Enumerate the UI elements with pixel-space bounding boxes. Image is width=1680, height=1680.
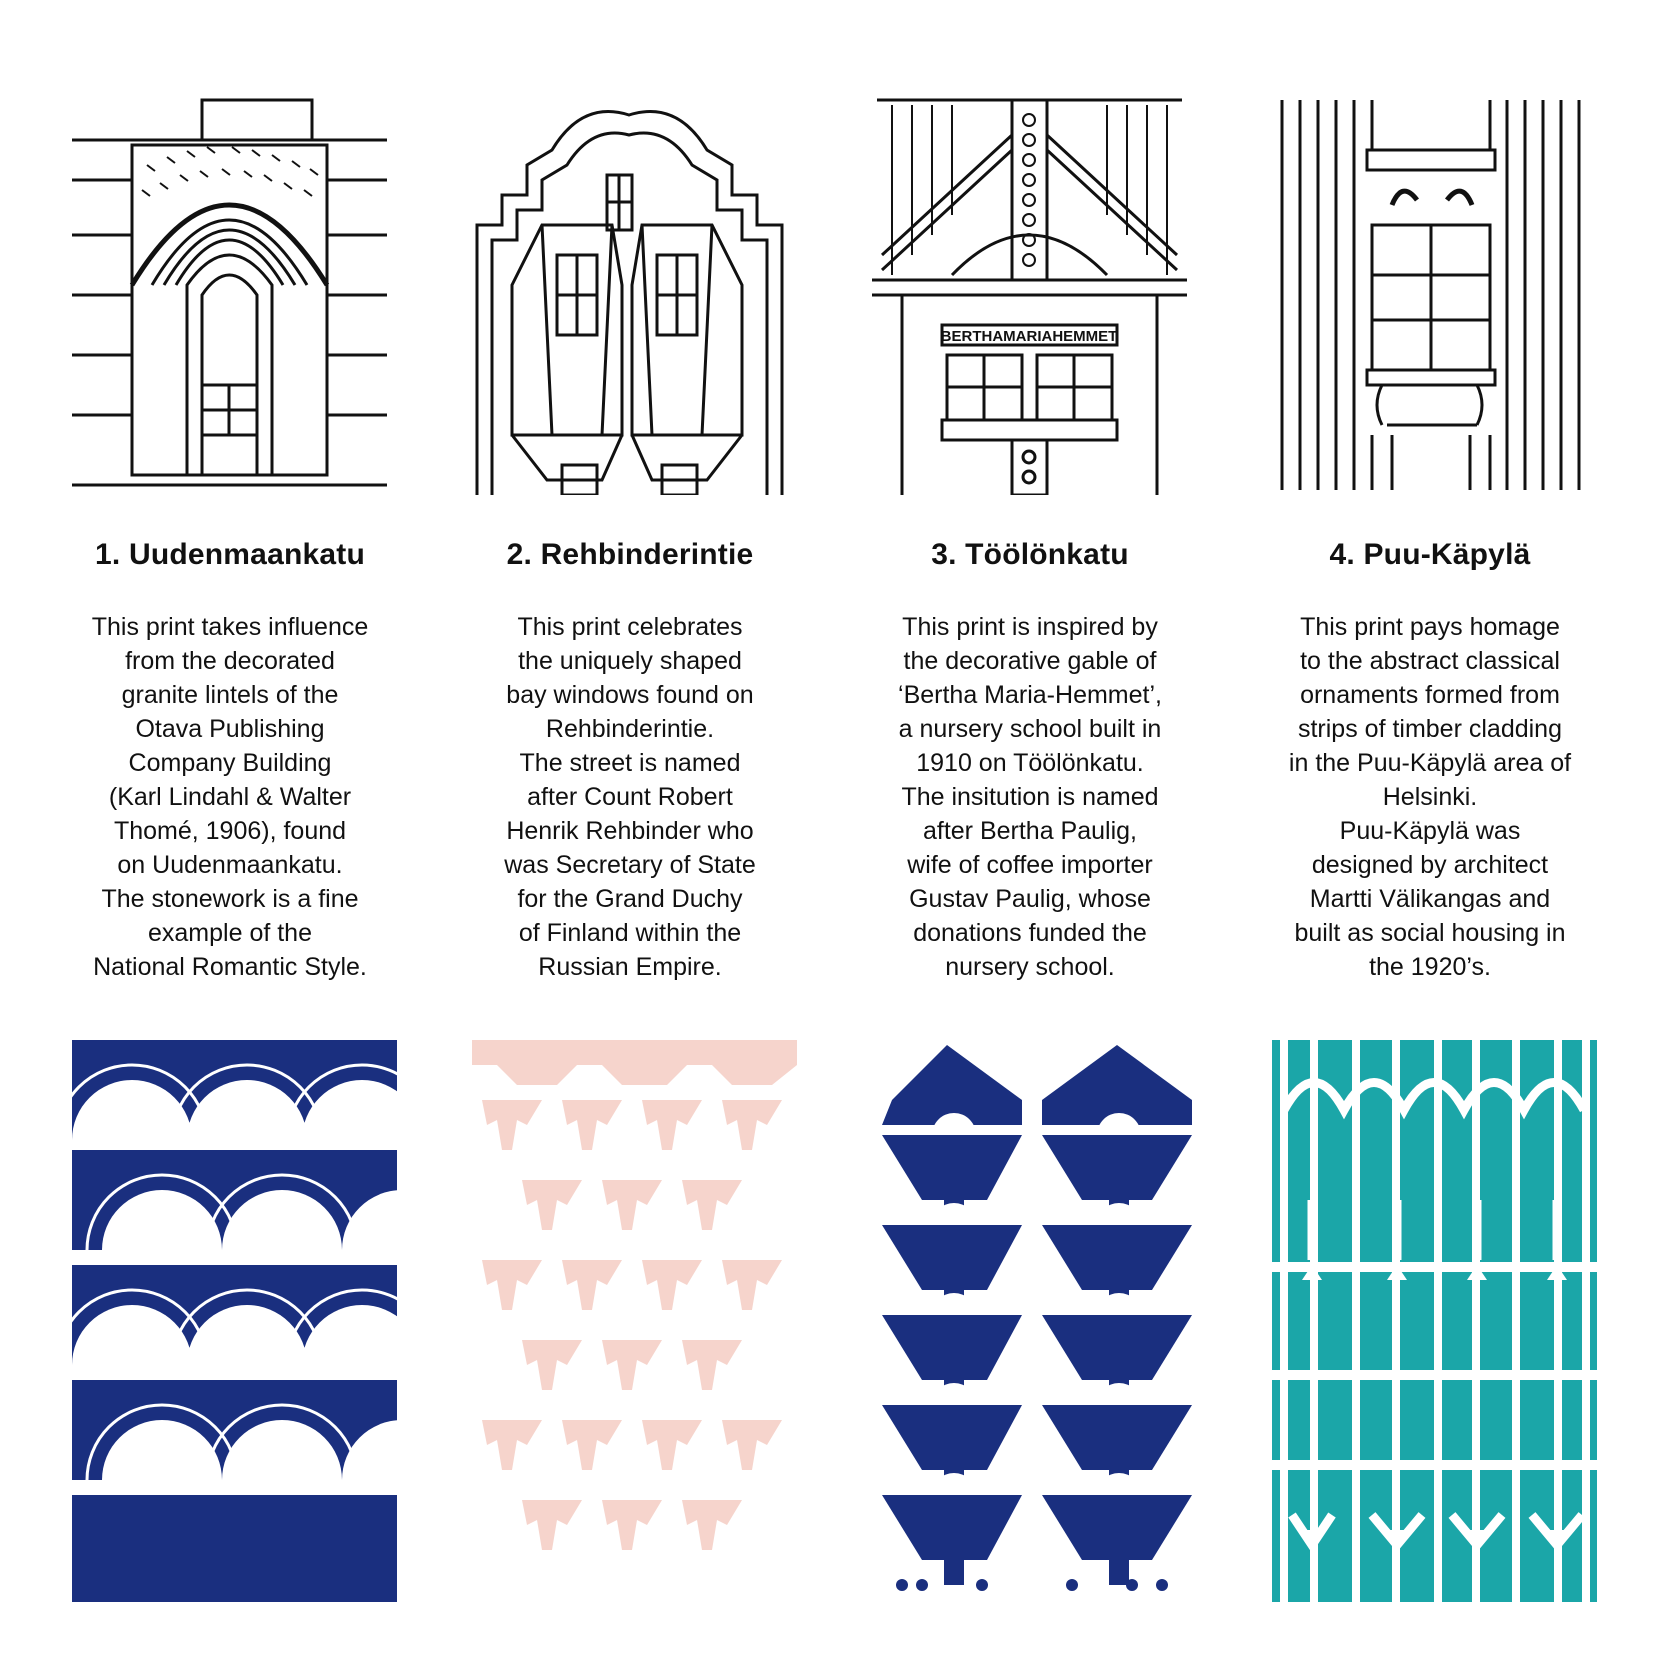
- print-card-puu-kapyla: [1230, 0, 1630, 1680]
- gable-sign-text: BERTHAMARIAHEMMET: [940, 328, 1118, 345]
- print-description: This print is inspired by the decorative gable of ‘Bertha Maria-Hemmet’, a nursery school built in 1910 on Töölönkatu. The insitution is named after Bertha Paulig, wife of coffee importer Gustav Paulig, whose donations funded the nursery school.: [898, 613, 1162, 981]
- print-title: 4. Puu-Käpylä: [1329, 538, 1531, 571]
- arched-doorway-sketch-icon: [72, 95, 387, 495]
- gable-sketch-icon: [872, 95, 1187, 495]
- print-card-rehbinderintie: [430, 0, 830, 1680]
- print-title: 3. Töölönkatu: [931, 538, 1129, 571]
- navy-gable-print-icon: [872, 1040, 1197, 1602]
- print-description: This print pays homage to the abstract classical ornaments formed from strips of timber cladding in the Puu-Käpylä area of Helsinki. Puu-Käpylä was designed by architect Martti Välikangas and built as social housing in the 1920’s.: [1288, 613, 1572, 981]
- teal-timber-print-icon: [1272, 1040, 1597, 1602]
- print-description: This print celebrates the uniquely shaped bay windows found on Rehbinderintie. The street is named after Count Robert Henrik Rehbinder who was Secretary of State for the Grand Duchy of Finland within the Russian Empire.: [504, 613, 756, 981]
- navy-arches-print-icon: [72, 1040, 397, 1602]
- print-description: This print takes influence from the decorated granite lintels of the Otava Publishing Company Building (Karl Lindahl & Walter Thomé, 1906), found on Uudenmaankatu. The stonework is a fine example of the National Romantic Style.: [91, 613, 369, 981]
- bay-windows-sketch-icon: [472, 95, 787, 495]
- timber-window-sketch-icon: [1272, 95, 1587, 495]
- print-card-toolonkatu: [830, 0, 1230, 1680]
- print-card-uudenmaankatu: [30, 0, 430, 1680]
- print-title: 1. Uudenmaankatu: [95, 538, 365, 571]
- print-title: 2. Rehbinderintie: [506, 538, 754, 571]
- pink-bay-windows-print-icon: [472, 1040, 797, 1602]
